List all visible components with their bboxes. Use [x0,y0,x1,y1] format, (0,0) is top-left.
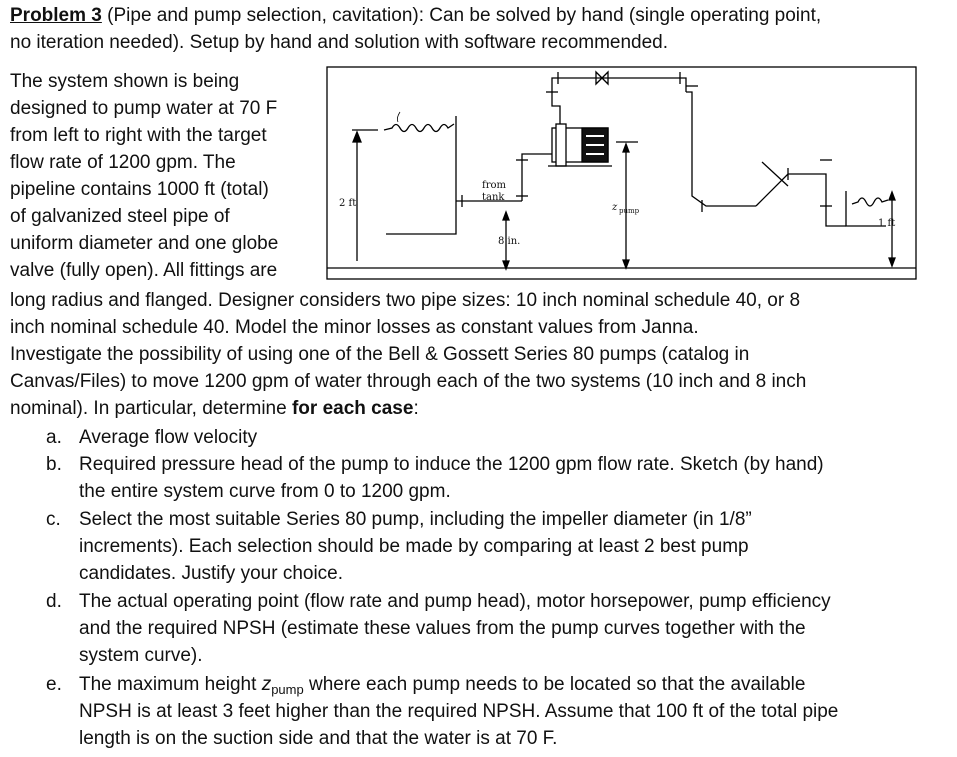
intro-line: designed to pump water at 70 F [10,98,278,119]
label-8in: 8 in. [498,236,521,247]
list-item-text: and the required NPSH (estimate these values from the pump curves together with the [79,618,806,639]
dim-arrow-up [503,212,509,220]
list-item-text: length is on the suction side and that the water is at 70 F. [79,728,558,749]
problem-header-line-2: no iteration needed). Setup by hand and solution with software recommended. [10,32,669,53]
list-item-letter: c. [46,509,61,530]
problem-title: Problem 3 [10,5,102,26]
dim-arrow-up [623,144,629,152]
intro-line: of galvanized steel pipe of [10,206,230,227]
diagram-frame [327,67,916,279]
pump-casing [556,124,566,166]
discharge-pipe [552,78,686,124]
list-item-text: The actual operating point (flow rate and pump head), motor horsepower, pump efficiency [79,591,831,612]
intro-line: uniform diameter and one globe [10,233,279,254]
downcomer-pipe [686,92,756,206]
intro-line: pipeline contains 1000 ft (total) [10,179,269,200]
list-item-letter: a. [46,427,62,448]
left-tank-wall [386,116,456,234]
tank-mark [397,112,400,122]
globe-valve-section [756,174,846,226]
left-water-surface [384,124,454,132]
dim-arrow-up [889,192,895,200]
body-line: Canvas/Files) to move 1200 gpm of water through each of the two systems (10 inch and 8 inch [10,371,807,392]
pipe-system-diagram [326,66,918,281]
list-item-text: Select the most suitable Series 80 pump, including the impeller diameter (in 1/8” [79,509,752,530]
dim-arrow-up [353,132,361,142]
list-item-text: increments). Each selection should be made by comparing at least 2 best pump [79,536,749,557]
list-item-text: the entire system curve from 0 to 1200 gpm. [79,481,451,502]
z-symbol: z [261,674,272,695]
list-item-letter: e. [46,674,62,695]
body-line: inch nominal schedule 40. Model the minor losses as constant values from Janna. [10,317,699,338]
label-tank: tank [482,192,505,203]
problem-header-line-1: Problem 3 (Pipe and pump selection, cavitation): Can be solved by hand (single operating point, [10,5,822,26]
intro-line: valve (fully open). All fittings are [10,260,278,281]
intro-line: from left to right with the target [10,125,267,146]
label-1ft: 1 ft [878,218,896,229]
label-z: z [612,202,618,213]
list-item-text: candidates. Justify your choice. [79,563,344,584]
globe-valve-stem [762,162,788,186]
intro-line: The system shown is being [10,71,240,92]
list-item-text: The maximum height $z_{pump}$ where each pump needs to be located so that the available [79,674,806,697]
z-subscript: pump [271,682,304,697]
list-item-text: Average flow velocity [79,427,258,448]
suction-riser [522,154,552,201]
body-line: Investigate the possibility of using one of the Bell & Gossett Series 80 pumps (catalog in [10,344,750,365]
label-from: from [482,180,506,191]
list-item-text: system curve). [79,645,203,666]
intro-line: flow rate of 1200 gpm. The [10,152,236,173]
label-2ft: 2 ft [339,198,357,209]
right-water-surface [852,198,888,206]
list-item-letter: b. [46,454,62,475]
label-z-sub: pump [619,207,640,215]
dim-arrow-down [623,260,629,268]
body-line: long radius and flanged. Designer considers two pipe sizes: 10 inch nominal schedule 40, or 8 [10,290,801,311]
list-item-text: Required pressure head of the pump to induce the 1200 gpm flow rate. Sketch (by hand) [79,454,824,475]
determine-line: nominal). In particular, determine for each case: [10,398,419,419]
dim-arrow-down [889,258,895,266]
list-item-letter: d. [46,591,62,612]
list-item-text: NPSH is at least 3 feet higher than the required NPSH. Assume that 100 ft of the total pipe [79,701,839,722]
